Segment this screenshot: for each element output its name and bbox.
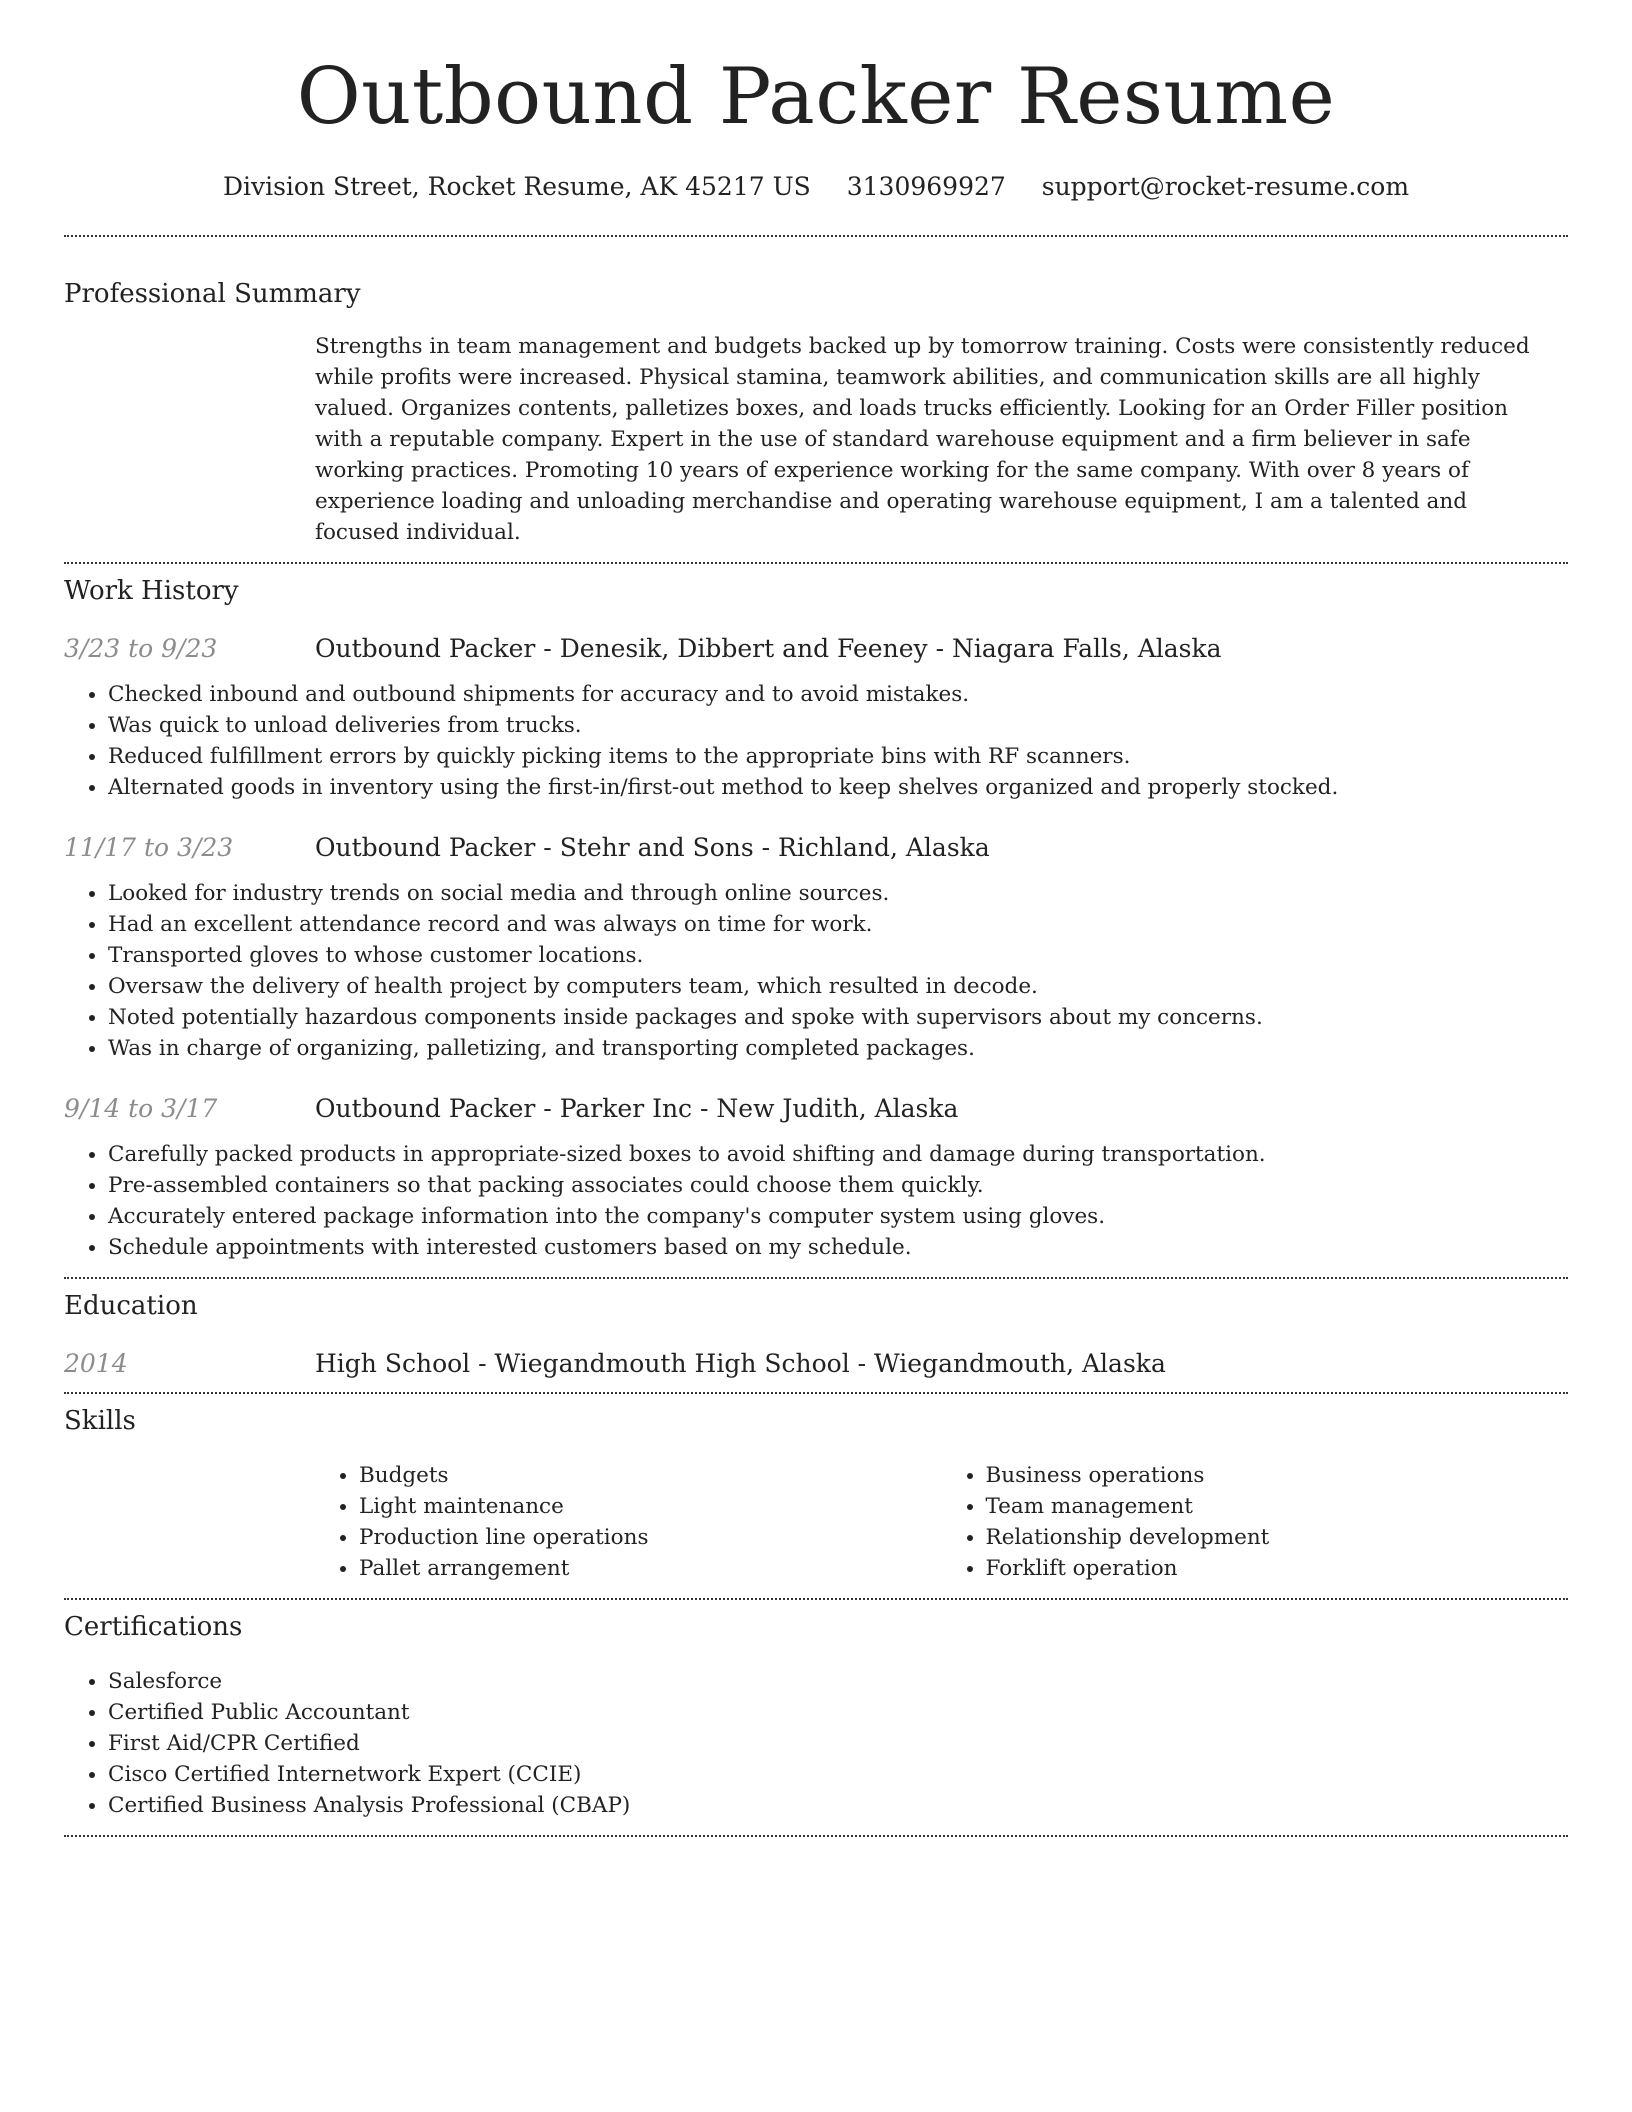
job-heading: Outbound Packer - Stehr and Sons - Richland, Alaska <box>315 833 990 862</box>
job-entry <box>64 1094 1568 1263</box>
skill-item: • Relationship development <box>986 1522 1569 1553</box>
job-bullet: • Was quick to unload deliveries from trucks. <box>108 710 1568 741</box>
job-dates: 9/14 to 3/17 <box>64 1094 218 1123</box>
job-bullet: • Had an excellent attendance record and was always on time for work. <box>108 909 1568 940</box>
job-entry <box>64 634 1568 803</box>
skill-item: • Pallet arrangement <box>359 1553 942 1584</box>
job-bullet: • Reduced fulfillment errors by quickly picking items to the appropriate bins with RF scanners. <box>108 741 1568 772</box>
contact-line <box>64 172 1568 201</box>
job-header <box>64 833 1568 862</box>
job-bullets <box>64 1139 1568 1263</box>
contact-phone: 3130969927 <box>846 172 1006 201</box>
job-bullet: • Alternated goods in inventory using the first-in/first-out method to keep shelves organized and properly stocked. <box>108 772 1568 803</box>
skill-item: • Forklift operation <box>986 1553 1569 1584</box>
section-title-education: Education <box>64 1291 198 1321</box>
section-title-summary: Professional Summary <box>64 279 361 309</box>
skill-item: • Budgets <box>359 1460 942 1491</box>
section-title-work-history: Work History <box>64 576 239 606</box>
skill-item: • Team management <box>986 1491 1569 1522</box>
certification-item: • Certified Public Accountant <box>108 1697 1568 1728</box>
job-header <box>64 1094 1568 1123</box>
skills-column-left <box>315 1460 942 1584</box>
job-header <box>64 634 1568 663</box>
job-heading: Outbound Packer - Parker Inc - New Judith, Alaska <box>315 1094 959 1123</box>
section-title-skills: Skills <box>64 1406 136 1436</box>
job-bullet: • Accurately entered package information into the company's computer system using gloves. <box>108 1201 1568 1232</box>
skills-column-right <box>942 1460 1569 1584</box>
job-bullet: • Schedule appointments with interested customers based on my schedule. <box>108 1232 1568 1263</box>
skills-list <box>315 1460 1568 1584</box>
divider <box>64 235 1568 237</box>
skill-item: • Light maintenance <box>359 1491 942 1522</box>
certification-item: • Certified Business Analysis Professional (CBAP) <box>108 1790 1568 1821</box>
job-bullet: • Pre-assembled containers so that packing associates could choose them quickly. <box>108 1170 1568 1201</box>
certifications-list <box>64 1666 1568 1821</box>
job-bullet: • Oversaw the delivery of health project by computers team, which resulted in decode. <box>108 971 1568 1002</box>
job-bullet: • Transported gloves to whose customer locations. <box>108 940 1568 971</box>
job-dates: 11/17 to 3/23 <box>64 833 234 862</box>
certification-item: • Cisco Certified Internetwork Expert (CCIE) <box>108 1759 1568 1790</box>
job-dates: 3/23 to 9/23 <box>64 634 218 663</box>
section-title-certifications: Certifications <box>64 1612 243 1642</box>
job-bullet: • Noted potentially hazardous components inside packages and spoke with supervisors about my concerns. <box>108 1002 1568 1033</box>
education-entry <box>64 1349 1568 1378</box>
divider <box>64 1392 1568 1394</box>
divider <box>64 1835 1568 1837</box>
contact-email: support@rocket-resume.com <box>1041 172 1410 201</box>
divider <box>64 562 1568 564</box>
skill-item: • Business operations <box>986 1460 1569 1491</box>
certification-item: • Salesforce <box>108 1666 1568 1697</box>
certification-item: • First Aid/CPR Certified <box>108 1728 1568 1759</box>
job-heading: Outbound Packer - Denesik, Dibbert and Feeney - Niagara Falls, Alaska <box>315 634 1222 663</box>
divider <box>64 1598 1568 1600</box>
job-bullet: • Looked for industry trends on social media and through online sources. <box>108 878 1568 909</box>
job-bullets <box>64 679 1568 803</box>
education-date: 2014 <box>64 1349 128 1378</box>
skill-item: • Production line operations <box>359 1522 942 1553</box>
education-heading: High School - Wiegandmouth High School - Wiegandmouth, Alaska <box>315 1349 1166 1378</box>
job-bullet: • Checked inbound and outbound shipments for accuracy and to avoid mistakes. <box>108 679 1568 710</box>
resume-title: Outbound Packer Resume <box>296 52 1336 142</box>
divider <box>64 1277 1568 1279</box>
job-bullet: • Carefully packed products in appropriate-sized boxes to avoid shifting and damage during transportation. <box>108 1139 1568 1170</box>
job-entry <box>64 833 1568 1064</box>
contact-address: Division Street, Rocket Resume, AK 45217 US <box>222 172 811 201</box>
job-bullet: • Was in charge of organizing, palletizing, and transporting completed packages. <box>108 1033 1568 1064</box>
resume-page <box>64 0 1568 1837</box>
job-bullets <box>64 878 1568 1064</box>
summary-text: Strengths in team management and budgets backed up by tomorrow training. Costs were consistently reduced while profits were increased. Physical stamina, teamwork abilities, and communication skills are all highly valued. Organizes contents, palletizes boxes, and loads trucks efficiently. Looking for an Order Filler position with a reputable company. Expert in the use of standard warehouse equipment and a firm believer in safe working practices. Promoting 10 years of experience working for the same company. With over 8 years of experience loading and unloading merchandise and operating warehouse equipment, I am a talented and focused individual. <box>315 334 1530 545</box>
